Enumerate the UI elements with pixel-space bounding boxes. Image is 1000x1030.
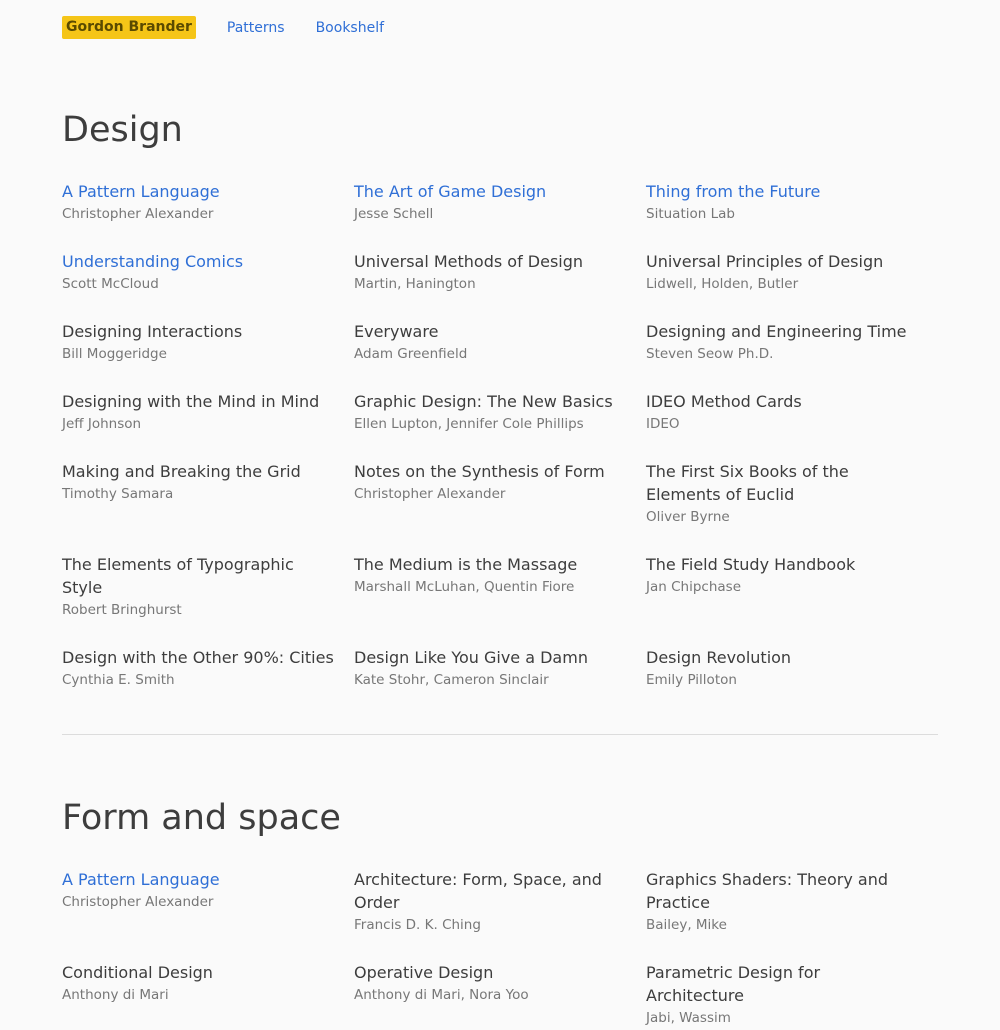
book-title-link[interactable]: Understanding Comics xyxy=(62,252,244,271)
book-title: The First Six Books of the Elements of Euclid xyxy=(646,462,849,504)
book-title-link[interactable]: A Pattern Language xyxy=(62,182,220,201)
book-entry xyxy=(646,460,938,529)
book-title: Design with the Other 90%: Cities xyxy=(62,648,334,667)
book-title: Notes on the Synthesis of Form xyxy=(354,462,605,481)
book-entry xyxy=(62,250,354,296)
book-author: Robert Bringhurst xyxy=(62,602,182,618)
section-divider xyxy=(62,734,938,735)
book-author: Jesse Schell xyxy=(354,206,434,222)
book-title: The Field Study Handbook xyxy=(646,555,856,574)
nav-link-patterns[interactable]: Patterns xyxy=(226,19,285,36)
book-title: Design Like You Give a Damn xyxy=(354,648,588,667)
book-author: Jeff Johnson xyxy=(62,416,142,432)
book-entry xyxy=(354,180,646,226)
section-form-and-space xyxy=(62,798,938,1030)
book-author: Martin, Hanington xyxy=(354,276,476,292)
book-title: Graphics Shaders: Theory and Practice xyxy=(646,870,889,912)
book-title: Design Revolution xyxy=(646,648,792,667)
book-author: Anthony di Mari, Nora Yoo xyxy=(354,987,529,1003)
book-author: Scott McCloud xyxy=(62,276,159,292)
book-author: Jan Chipchase xyxy=(646,579,741,595)
book-entry xyxy=(62,460,354,529)
book-entry xyxy=(62,553,354,622)
book-author: Christopher Alexander xyxy=(62,206,214,222)
book-entry xyxy=(62,180,354,226)
nav-link-bookshelf[interactable]: Bookshelf xyxy=(315,19,385,36)
book-author: Christopher Alexander xyxy=(62,894,214,910)
book-grid xyxy=(62,180,938,692)
book-author: Cynthia E. Smith xyxy=(62,672,175,688)
book-title-link[interactable]: The Art of Game Design xyxy=(354,182,547,201)
book-author: Timothy Samara xyxy=(62,486,174,502)
book-author: Emily Pilloton xyxy=(646,672,737,688)
book-entry xyxy=(354,553,646,622)
book-entry xyxy=(354,460,646,529)
book-title: Universal Principles of Design xyxy=(646,252,884,271)
book-entry xyxy=(62,961,354,1030)
book-title: Architecture: Form, Space, and Order xyxy=(354,870,602,912)
book-author: Situation Lab xyxy=(646,206,735,222)
book-author: Steven Seow Ph.D. xyxy=(646,346,774,362)
book-entry xyxy=(354,390,646,436)
book-grid xyxy=(62,868,938,1030)
section-design xyxy=(62,110,938,692)
book-author: Ellen Lupton, Jennifer Cole Phillips xyxy=(354,416,584,432)
book-title: The Medium is the Massage xyxy=(354,555,578,574)
book-author: Bailey, Mike xyxy=(646,917,727,933)
brand-link[interactable]: Gordon Brander xyxy=(62,16,196,39)
book-author: Adam Greenfield xyxy=(354,346,468,362)
book-title: The Elements of Typographic Style xyxy=(62,555,294,597)
book-entry xyxy=(646,320,938,366)
book-entry xyxy=(354,250,646,296)
book-title: Making and Breaking the Grid xyxy=(62,462,301,481)
book-entry xyxy=(354,961,646,1030)
book-author: Kate Stohr, Cameron Sinclair xyxy=(354,672,549,688)
book-title: Everyware xyxy=(354,322,439,341)
book-entry xyxy=(354,646,646,692)
section-heading: Form and space xyxy=(62,798,341,838)
book-entry xyxy=(646,553,938,622)
book-entry xyxy=(354,320,646,366)
book-author: Bill Moggeridge xyxy=(62,346,167,362)
book-entry xyxy=(646,868,938,937)
book-author: Oliver Byrne xyxy=(646,509,730,525)
book-title-link[interactable]: Thing from the Future xyxy=(646,182,821,201)
book-author: Anthony di Mari xyxy=(62,987,169,1003)
book-entry xyxy=(646,390,938,436)
book-title: Designing with the Mind in Mind xyxy=(62,392,320,411)
book-entry xyxy=(62,390,354,436)
book-title: Designing and Engineering Time xyxy=(646,322,907,341)
book-entry xyxy=(646,250,938,296)
book-entry xyxy=(62,320,354,366)
book-author: IDEO xyxy=(646,416,680,432)
book-author: Lidwell, Holden, Butler xyxy=(646,276,799,292)
book-entry xyxy=(646,646,938,692)
book-title: Operative Design xyxy=(354,963,494,982)
book-author: Marshall McLuhan, Quentin Fiore xyxy=(354,579,575,595)
book-entry xyxy=(646,180,938,226)
book-title: Parametric Design for Architecture xyxy=(646,963,821,1005)
book-entry xyxy=(62,646,354,692)
book-entry xyxy=(62,868,354,937)
book-author: Christopher Alexander xyxy=(354,486,506,502)
book-title-link[interactable]: A Pattern Language xyxy=(62,870,220,889)
book-author: Jabi, Wassim xyxy=(646,1010,731,1026)
top-nav xyxy=(62,16,384,39)
book-title: Designing Interactions xyxy=(62,322,243,341)
book-title: Universal Methods of Design xyxy=(354,252,584,271)
book-title: Conditional Design xyxy=(62,963,213,982)
book-title: IDEO Method Cards xyxy=(646,392,802,411)
book-title: Graphic Design: The New Basics xyxy=(354,392,613,411)
section-heading: Design xyxy=(62,110,183,150)
book-entry xyxy=(354,868,646,937)
book-author: Francis D. K. Ching xyxy=(354,917,481,933)
book-entry xyxy=(646,961,938,1030)
